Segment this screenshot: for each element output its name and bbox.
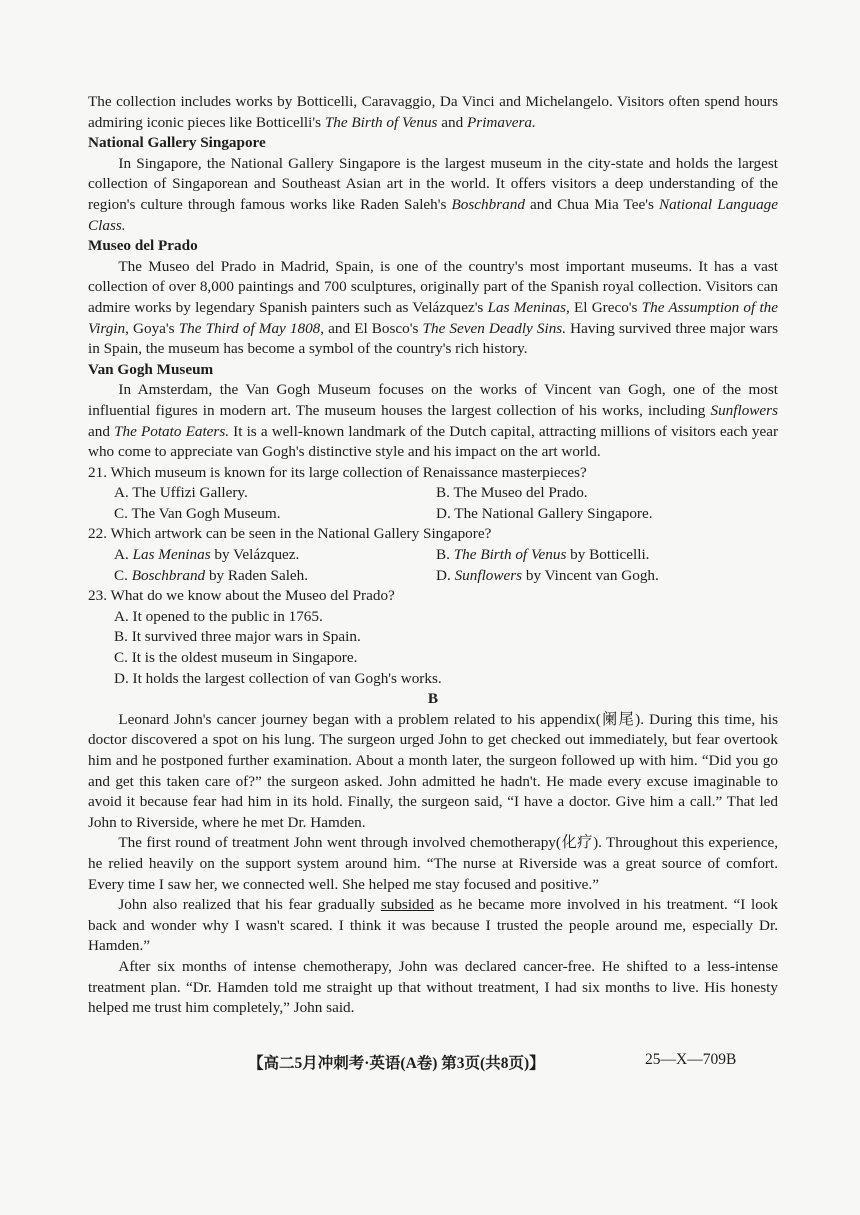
- option-b[interactable]: B. It survived three major wars in Spain.: [114, 628, 361, 646]
- question-23: [88, 586, 778, 689]
- option-a[interactable]: A. It opened to the public in 1765.: [114, 607, 323, 625]
- option-b[interactable]: B. The Museo del Prado.: [436, 484, 588, 502]
- footer-exam-info: 【高二5月冲刺考·英语(A卷) 第3页(共8页)】: [248, 1055, 545, 1072]
- passage-b-paragraph-1: Leonard John's cancer journey began with a problem related to his appendix(阑尾). During this time, his doctor discovered a spot on his lung. The surgeon urged John to get checked out immediately, but fear overtook him and he postponed further examination. About a month later, the surgeon followed up with him. “Did you go and get this taken care of?” the surgeon asked. John admitted he hadn't. He made every excuse imaginable to avoid it because fear had him in its hold. Finally, the surgeon said, “I have a doctor. Give him a call.” That led John to Riverside, where he met Dr. Hamden.: [88, 710, 778, 831]
- artwork-title: The Assumption of the Virgin: [88, 298, 778, 337]
- option-d[interactable]: D. It holds the largest collection of van Gogh's works.: [114, 669, 442, 687]
- question-21: [88, 463, 778, 525]
- section-heading-singapore: National Gallery Singapore: [88, 134, 266, 152]
- page-body: [88, 92, 778, 1019]
- section-b-label: B: [427, 690, 439, 708]
- option-c[interactable]: C. Boschbrand by Raden Saleh.: [114, 566, 309, 584]
- option-d[interactable]: D. Sunflowers by Vincent van Gogh.: [436, 566, 659, 584]
- artwork-title: Sunflowers: [710, 401, 778, 419]
- question-stem: 23. What do we know about the Museo del Prado?: [88, 587, 395, 605]
- section-heading-prado: Museo del Prado: [88, 237, 198, 255]
- singapore-paragraph: In Singapore, the National Gallery Singapore is the largest museum in the city-state and holds the largest collection of Singaporean and Southeast Asian art in the world. It offers visitors a deep understanding of the region's culture through famous works like Raden Saleh's Boschbrand and Chua Mia Tee's National Language Class.: [88, 154, 779, 234]
- passage-b-paragraph-4: After six months of intense chemotherapy, John was declared cancer-free. He shifted to a less-intense treatment plan. “Dr. Hamden told me straight up that without treatment, I had six months to live. His honesty helped me trust him completely,” John said.: [88, 957, 778, 1017]
- underlined-word: subsided: [380, 896, 434, 914]
- option-a[interactable]: A. The Uffizi Gallery.: [114, 484, 248, 502]
- artwork-title: Primavera.: [467, 113, 536, 131]
- question-stem: 22. Which artwork can be seen in the National Gallery Singapore?: [88, 525, 492, 543]
- option-c[interactable]: C. The Van Gogh Museum.: [114, 504, 281, 522]
- question-stem: 21. Which museum is known for its large collection of Renaissance masterpieces?: [88, 463, 587, 481]
- prado-paragraph: The Museo del Prado in Madrid, Spain, is one of the country's most important museums. It has a vast collection of over 8,000 paintings and 700 sculptures, originally part of the Spanish royal collection. Visitors can admire works by legendary Spanish painters such as Velázquez's Las Meninas, El Greco's The Assumption of the Virgin, Goya's The Third of May 1808, and El Bosco's The Seven Deadly Sins. Having survived three major wars in Spain, the museum has become a symbol of the country's rich history.: [88, 257, 779, 358]
- passage-b-paragraph-3: John also realized that his fear gradually subsided as he became more involved in his treatment. “I look back and wonder why I wasn't scared. I think it was because I trusted the people around me, especially Dr. Hamden.”: [88, 896, 778, 955]
- vangogh-paragraph: In Amsterdam, the Van Gogh Museum focuses on the works of Vincent van Gogh, one of the most influential figures in modern art. The museum houses the largest collection of his works, including Sunflowers and The Potato Eaters. It is a well-known landmark of the Dutch capital, attracting millions of visitors each year who come to appreciate van Gogh's distinctive style and his impact on the art world.: [88, 381, 779, 461]
- intro-paragraph: The collection includes works by Botticelli, Caravaggio, Da Vinci and Michelangelo. Visitors often spend hours admiring iconic pieces like Botticelli's The Birth of Venus and Primavera.: [88, 93, 778, 131]
- option-a[interactable]: A. Las Meninas by Velázquez.: [114, 546, 300, 564]
- artwork-title: The Birth of Venus: [324, 113, 438, 131]
- artwork-title: The Potato Eaters.: [114, 422, 230, 440]
- option-c[interactable]: C. It is the oldest museum in Singapore.: [114, 649, 358, 667]
- section-heading-vangogh: Van Gogh Museum: [88, 360, 214, 378]
- artwork-title: The Third of May 1808: [178, 319, 321, 337]
- artwork-title: The Seven Deadly Sins.: [422, 319, 567, 337]
- option-b[interactable]: B. The Birth of Venus by Botticelli.: [436, 546, 650, 564]
- options-grid: [88, 483, 778, 524]
- passage-b-paragraph-2: The first round of treatment John went through involved chemotherapy(化疗). Throughout this experience, he relied heavily on the support system around him. “The nurse at Riverside was a great source of comfort. Every time I saw her, we connected well. She helped me stay focused and positive.”: [88, 834, 778, 893]
- artwork-title: National Language Class.: [88, 195, 779, 234]
- footer-code: 25—X—709B: [645, 1051, 737, 1068]
- option-d[interactable]: D. The National Gallery Singapore.: [436, 504, 653, 522]
- question-22: [88, 524, 778, 586]
- artwork-title: Boschbrand: [451, 195, 525, 213]
- options-grid: [88, 545, 778, 586]
- artwork-title: Las Meninas: [487, 298, 567, 316]
